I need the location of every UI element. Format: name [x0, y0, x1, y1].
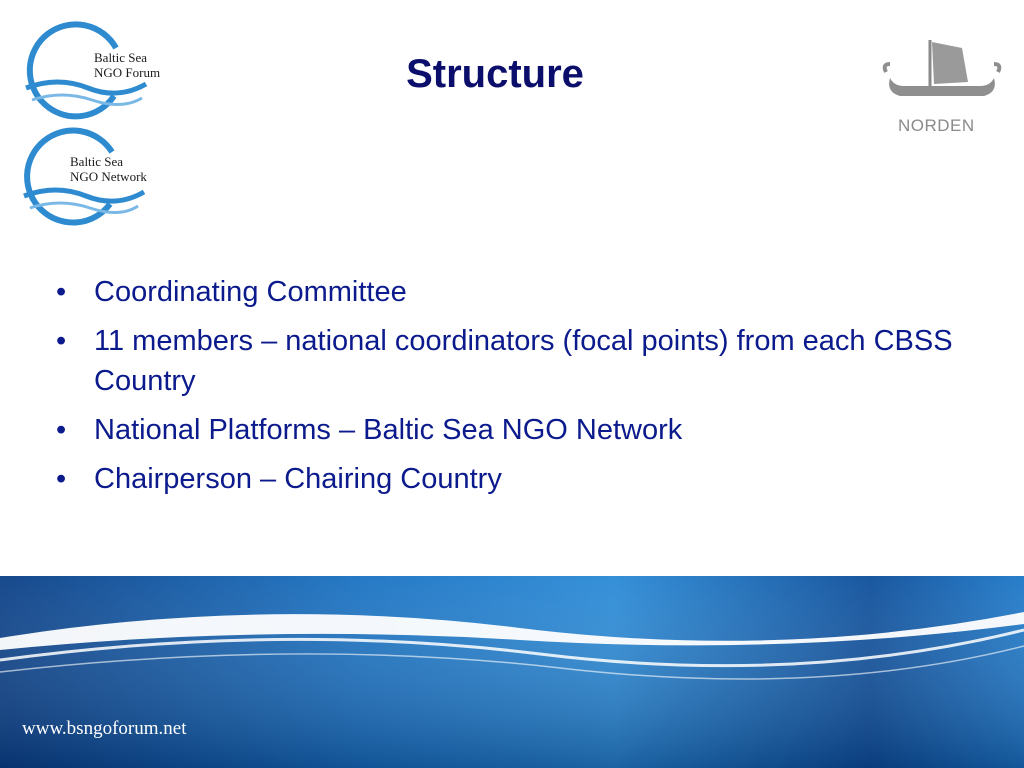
bullet-item: • National Platforms – Baltic Sea NGO Network: [56, 410, 956, 450]
structure-bullet-list: [56, 272, 956, 508]
network-logo-text: [70, 154, 147, 184]
footer-wave-band: [0, 576, 1024, 768]
bullet-item: • Chairperson – Chairing Country: [56, 459, 956, 499]
forum-logo-line-1: Baltic Sea: [94, 50, 148, 65]
bullet-item: • Coordinating Committee: [56, 272, 956, 312]
baltic-sea-ngo-network-logo: [18, 124, 178, 228]
norden-label: NORDEN: [898, 116, 975, 135]
network-logo-line-2: NGO Network: [70, 169, 147, 184]
norden-swan-ship-icon: [880, 34, 1005, 114]
network-logo-line-1: Baltic Sea: [70, 154, 124, 169]
footer-website-url[interactable]: www.bsngoforum.net: [22, 718, 187, 739]
forum-logo-line-2: NGO Forum: [94, 65, 161, 80]
norden-logo: [880, 34, 1005, 138]
slide-title: Structure: [406, 52, 584, 96]
bullet-item: • 11 members – national coordinators (focal points) from each CBSS Country: [56, 321, 956, 401]
